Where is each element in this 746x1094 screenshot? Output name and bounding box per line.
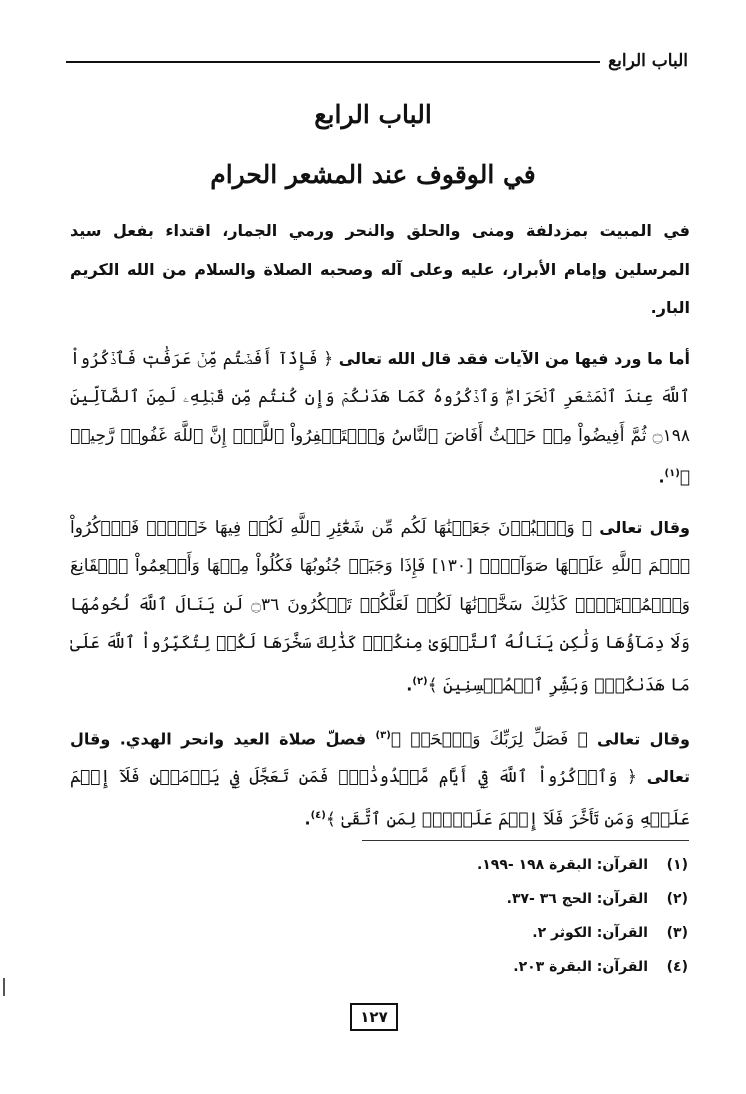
footnote-ref-2: (٢) [412,675,428,687]
p2-lead: وقال تعالى [591,517,690,537]
body-text [70,212,690,851]
intro-text: في المبيت بمزدلفة ومنى والحلق والنحر ورمي الجمار، اقتداء بفعل سيد المرسلين وإمام الأبرار، عليه وعلى آله وصحبه الصلاة والسلام من الله الكريم البار. [70,221,690,317]
footnotes [358,848,688,984]
p1-lead: أما ما ورد فيها من الآيات فقد قال الله تعالى [333,348,690,368]
footnote-4 [358,950,688,984]
p3-tail: . [304,809,311,829]
footnote-text: القرآن: البقرة ٢٠٣. [513,959,648,975]
footnote-1 [358,848,688,882]
footnote-number: (١) [666,857,688,873]
header-rule [66,61,600,63]
intro-paragraph [70,212,690,328]
p3-mid: فصلّ صلاة العيد وانحر الهدي. وقال تعالى [70,728,690,787]
footnote-ref-4: (٤) [310,809,326,821]
paragraph-2 [70,509,690,705]
running-header [66,48,688,74]
quran-verse-baqarah-198-199: ﴿ فَإِذَآ أَفَضۡتُم مِّنۡ عَرَفَٰتٖ فَٱذۡكُرُواْ ٱللَّهَ عِندَ ٱلۡمَشۡعَرِ ٱلۡحَرَامِۖ وَٱذۡكُرُوهُ كَمَا هَدَىٰكُمۡ وَإِن كُنتُم مِّن قَبۡلِهِۦ لَمِنَ ٱلضَّآلِّينَ ۝١٩٨ ثُمَّ أَفِيضُواْ مِنۡ حَيۡثُ أَفَاضَ ٱلنَّاسُ وَٱسۡتَغۡفِرُواْ ٱللَّهَۚ إِنَّ ٱللَّهَ غَفُورٞ رَّحِيمٞ ﴾ [70,348,690,488]
footnote-number: (٢) [666,891,688,907]
footnote-separator [362,840,689,841]
footnote-text: القرآن: الحج ٣٦ -٣٧. [506,891,648,907]
p2-tail: . [406,675,413,695]
footnote-2 [358,882,688,916]
chapter-subtitle: في الوقوف عند المشعر الحرام [210,160,536,189]
p1-tail: . [658,467,665,487]
footnote-number: (٤) [666,959,688,975]
p3-lead: وقال تعالى [587,728,690,748]
page-number: ١٢٧ [350,1003,398,1031]
footnote-number: (٣) [666,925,688,941]
chapter-title: الباب الرابع [314,100,432,129]
footnote-3 [358,916,688,950]
quran-verse-kawthar-2: ﴿ فَصَلِّ لِرَبِّكَ وَٱنۡحَرۡ ﴾ [390,728,588,749]
paragraph-1 [70,340,690,497]
running-header-title: الباب الرابع [608,51,688,71]
footnote-ref-3: (٣) [375,729,391,741]
margin-mark [3,978,5,996]
paragraph-3 [70,717,690,839]
quran-verse-hajj-36-37: ﴿ وَٱلۡبُدۡنَ جَعَلۡنَٰهَا لَكُم مِّن شَعَٰٓئِرِ ٱللَّهِ لَكُمۡ فِيهَا خَيۡرٞۖ فَٱذۡكُرُواْ ٱسۡمَ ٱللَّهِ عَلَيۡهَا صَوَآفَّۖ [١٣٠] فَإِذَا وَجَبَتۡ جُنُوبُهَا فَكُلُواْ مِنۡهَا وَأَطۡعِمُواْ ٱلۡقَانِعَ وَٱلۡمُعۡتَرَّۚ كَذَٰلِكَ سَخَّرۡنَٰهَا لَكُمۡ لَعَلَّكُمۡ تَشۡكُرُونَ ۝٣٦ لَن يَنَالَ ٱللَّهَ لُحُومُهَا وَلَا دِمَآؤُهَا وَلَٰكِن يَنَالُهُ ٱلتَّقۡوَىٰ مِنكُمۡۚ كَذَٰلِكَ سَخَّرَهَا لَكُمۡ لِتُكَبِّرُواْ ٱللَّهَ عَلَىٰ مَا هَدَىٰكُمۡۗ وَبَشِّرِ ٱلۡمُحۡسِنِينَ ﴾ [70,517,691,696]
footnote-text: القرآن: البقرة ١٩٨ -١٩٩. [476,857,648,873]
footnote-text: القرآن: الكوثر ٢. [532,925,648,941]
footnote-ref-1: (١) [664,468,680,479]
quran-verse-baqarah-203: ﴿ وَٱذۡكُرُواْ ٱللَّهَ فِيٓ أَيَّامٖ مَّعۡدُودَٰتٖۚ فَمَن تَعَجَّلَ فِي يَوۡمَيۡنِ فَلَآ إِثۡمَ عَلَيۡهِ وَمَن تَأَخَّرَ فَلَآ إِثۡمَ عَلَيۡهِۖ لِمَنِ ٱتَّقَىٰ ﴾ [70,767,690,830]
